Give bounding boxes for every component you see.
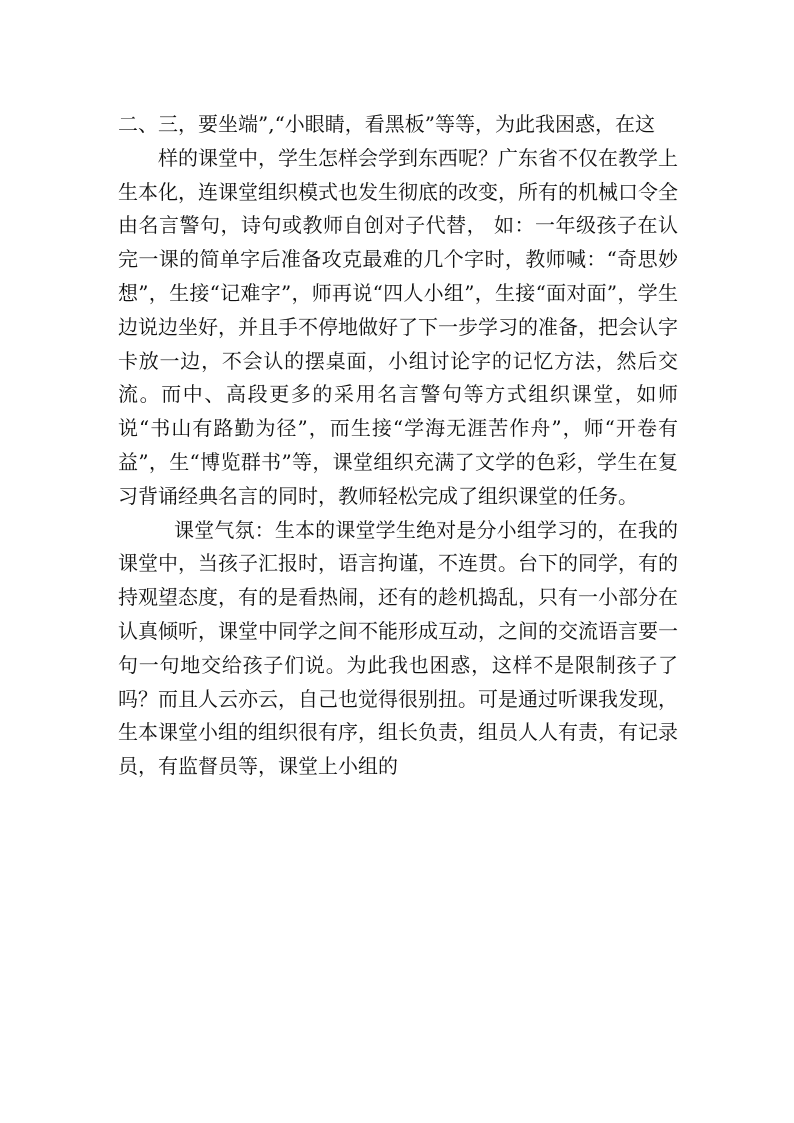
paragraph-classroom-atmosphere: 课堂气氛：生本的课堂学生绝对是分小组学习的，在我的课堂中，当孩子汇报时，语言拘谨，不连贯。台下的同学，有的持观望态度，有的是看热闹，还有的趁机捣乱，只有一小部分在认真倾听，课堂中同学之间不能形成互动，之间的交流语言要一句一句地交给孩子们说。为此我也困惑，这样不是限制孩子了吗？而且人云亦云，自己也觉得很别扭。可是通过听课我发现，生本课堂小组的组织很有序，组长负责，组员人人有责，有记录员，有监督员等，课堂上小组的 — [118, 517, 678, 779]
paragraph-classroom-organization: 样的课堂中，学生怎样会学到东西呢？广东省不仅在教学上生本化，连课堂组织模式也发生彻底的改变，所有的机械口令全由名言警句，诗句或教师自创对子代替， 如：一年级孩子在认完一课的简单字后准备攻克最难的几个字时，教师喊：“奇思妙想”，生接“记难字”，师再说“四人小组”，生接“面对面”，学生边说边坐好，并且手不停地做好了下一步学习的准备，把会认字卡放一边，不会认的摆桌面，小组讨论字的记忆方法，然后交流。而中、高段更多的采用名言警句等方式组织课堂，如师说“书山有路勤为径”，而生接“学海无涯苦作舟”，师“开卷有益”，生“博览群书”等，课堂组织充满了文学的色彩，学生在复习背诵经典名言的同时，教师轻松完成了组织课堂的任务。 — [118, 145, 678, 508]
paragraph-continuation: 二、三，要坐端”,“小眼睛，看黑板”等等，为此我困惑，在这 — [118, 112, 656, 136]
document-page — [118, 108, 678, 784]
